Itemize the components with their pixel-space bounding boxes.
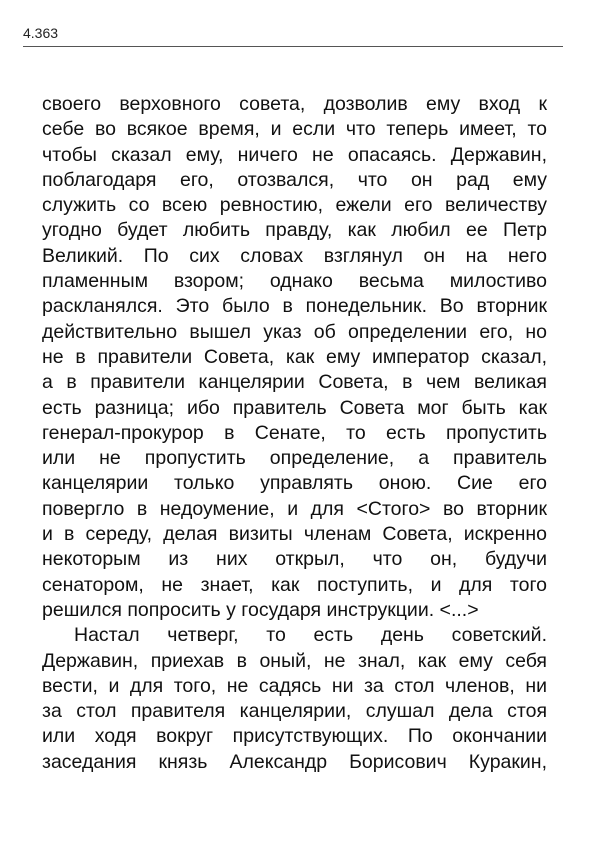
text-line: канцелярии только управлять оною. Сие его bbox=[42, 472, 547, 495]
page-number: 4.363 bbox=[23, 25, 59, 41]
text-line: и в середу, делая визиты членам Совета, искренно bbox=[42, 523, 547, 546]
text-line: а в правители канцелярии Совета, в чем великая bbox=[42, 371, 547, 394]
paragraph-end-line: решился попросить у государя инструкции. <...> bbox=[42, 598, 479, 621]
text-line: раскланялся. Это было в понедельник. Во вторник bbox=[42, 295, 547, 318]
text-line: своего верховного совета, дозволив ему вход к bbox=[42, 93, 547, 115]
text-line: Державин, приехав в оный, не знал, как ему себя bbox=[42, 649, 547, 672]
text-line: не в правители Совета, как ему император сказал, bbox=[42, 345, 547, 368]
text-line: генерал-прокурор в Сенате, то есть пропустить bbox=[42, 421, 547, 444]
body-text bbox=[42, 92, 547, 775]
text-line: Великий. По сих словах взглянул он на него bbox=[42, 244, 547, 267]
header-divider bbox=[23, 46, 563, 47]
text-line: за стол правителя канцелярии, слушал дела стоя bbox=[42, 700, 547, 723]
text-line: заседания князь Александр Борисович Куракин, bbox=[42, 750, 547, 773]
text-line: себе во всякое время, и если что теперь имеет, то bbox=[42, 118, 547, 141]
text-line: или не пропустить определение, а правитель bbox=[42, 447, 547, 470]
paragraph-start-line: Настал четверг, то есть день советский. bbox=[74, 624, 547, 647]
text-line: пламенным взором; однако весьма милостиво bbox=[42, 270, 547, 293]
text-line: есть разница; ибо правитель Совета мог быть как bbox=[42, 396, 547, 419]
text-line: действительно вышел указ об определении его, но bbox=[42, 320, 547, 343]
text-line: служить со всею ревностию, ежели его величеству bbox=[42, 194, 547, 217]
text-line: поблагодаря его, отозвался, что он рад ему bbox=[42, 168, 547, 191]
text-line: чтобы сказал ему, ничего не опасаясь. Державин, bbox=[42, 143, 547, 166]
text-line: вести, и для того, не садясь ни за стол членов, ни bbox=[42, 674, 547, 697]
text-line: повергло в недоумение, и для <Стого> во вторник bbox=[42, 497, 547, 520]
text-line: некоторым из них открыл, что он, будучи bbox=[42, 548, 547, 571]
text-line: или ходя вокруг присутствующих. По окончании bbox=[42, 725, 547, 748]
text-line: угодно будет любить правду, как любил ее Петр bbox=[42, 219, 547, 242]
text-line: сенатором, не знает, как поступить, и для того bbox=[42, 573, 547, 596]
